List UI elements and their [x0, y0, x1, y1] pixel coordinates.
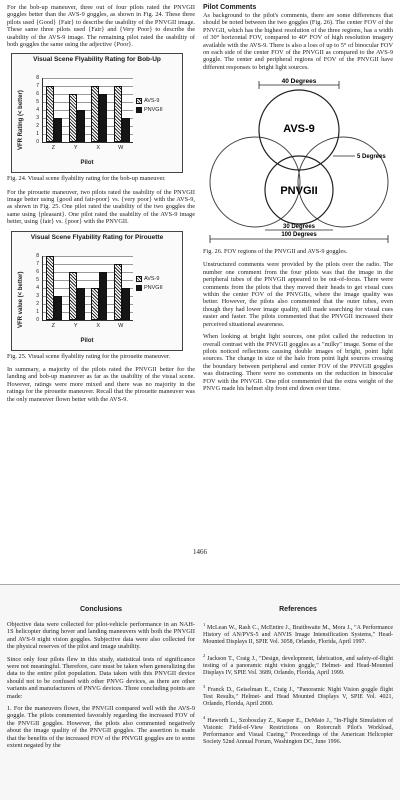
bar-pnvgii-z — [54, 296, 62, 320]
bar-avs9-y — [69, 94, 77, 142]
bar-pnvgii-z — [54, 118, 62, 142]
x-tick-label: Y — [73, 145, 78, 152]
bobup-chart — [11, 53, 183, 173]
bobup-paragraph: For the bob-up maneuver, three out of four pilots rated the PNVGII goggles better than the AVS-9 goggles, as shown in Fig. 24. These three pilots used {Good} {Fair} to describe the usability of the PNVGII image. These same three pilots used {Fair} and {Very Poor} to describe the usability of the AVS-9 image. The remaining pilot rated the usability of both goggles the same using the adjective {Poor}. — [7, 4, 195, 49]
y-tick-label: 4 — [36, 107, 39, 114]
conclusions-column — [7, 606, 195, 755]
fig24-caption: Fig. 24. Visual scene flyability rating for the bob-up maneuver. — [7, 175, 166, 183]
x-tick-label: W — [118, 322, 124, 329]
reference-text: McLean W., Rash C., McEntire J., Braithwaite M., Mora J., "A Performance History of AN/PVS-5 and ANVIS Image Intensification Systems," Head-Mounted Displays II, SPIE Vol. 3058, Orlando, Florida, April 1997. — [203, 625, 393, 645]
bar-pnvgii-y — [77, 110, 85, 142]
fov-label-30: 30 Degrees — [282, 224, 316, 231]
page-number: 1466 — [193, 548, 207, 556]
pirouette-chart — [11, 231, 183, 351]
grid-line — [43, 78, 133, 79]
right-peripheral-circle — [298, 137, 388, 227]
y-tick-label: 6 — [36, 91, 39, 98]
y-axis-label: VFR Rating (< better) — [18, 90, 24, 151]
bar-avs9-y — [69, 272, 77, 320]
left-peripheral-circle — [210, 137, 300, 227]
fov-label-100: 100 Degrees — [281, 232, 317, 239]
legend-swatch-pnvgii — [136, 107, 142, 113]
bar-pnvgii-y — [77, 288, 85, 320]
pilot-comments-paragraph-2: Unstructured comments were provided by the pilots over the radio. The number one comment from the four pilots was that the image in the peripheral tubes of the PNVGII appeared to be out-of-focus. There were comments from the pilots that they moved their heads to get visual cues within the center FOV of the PNVGIIs, where the image quality was better. However, the pilots also commented that the outer tubes, even though they had lower image quality, still made searching for visual cues easier and faster. The pilots commented that the PNVGII increased their perceived situational awareness. — [203, 261, 393, 328]
references-column — [203, 606, 393, 752]
x-tick-label: Z — [51, 322, 55, 329]
y-tick-label: 6 — [36, 268, 39, 275]
x-tick-label: Y — [73, 322, 78, 329]
plot-area — [42, 256, 133, 321]
reference-number: 2 — [203, 653, 206, 658]
references-heading: References — [279, 606, 317, 613]
fov-label-5: 5 Degrees — [357, 154, 386, 161]
x-tick-label: W — [118, 145, 124, 152]
fig26-caption: Fig. 26. FOV regions of the PNVGII and AVS-9 goggles. — [203, 248, 348, 256]
bar-avs9-w — [114, 86, 122, 142]
y-tick-label: 2 — [36, 123, 39, 130]
fov-label-avs9: AVS-9 — [283, 123, 315, 136]
fig25-caption: Fig. 25. Visual scene flyability rating for the pirouette maneuver. — [7, 352, 171, 360]
right-column — [203, 4, 393, 397]
pilot-comments-paragraph-1: As background to the pilot's comments, there are some differences that should be noted between the two goggles (Fig. 26). The center FOV of the PNVGII, which has the highest resolution of the three regions, has a width of 30° horizontal FOV, compared to 40° FOV of high resolution imagery available with the AVS-9. There is also a loss of up to 5° of binocular FOV on each side of the center FOV of the PNVGII as compared to the AVS-9 goggle. The center and peripheral regions of FOV of the PNVGII have different responses to bright light sources. — [203, 12, 393, 71]
chart-legend — [136, 276, 163, 294]
bar-avs9-x — [91, 288, 99, 320]
legend-label: AVS-9 — [144, 275, 160, 282]
reference-text: Jackson T., Craig J., "Design, development, fabrication, and safety-of-flight testing of a panoramic night vision goggle," Helmet- and Head-Mounted Displays IV, SPIE Vol. 3689, Orlando, Florida, April 1999. — [203, 656, 393, 676]
reference-number: 1 — [203, 622, 206, 627]
y-tick-label: 7 — [36, 83, 39, 90]
y-tick-label: 3 — [36, 115, 39, 122]
legend-swatch-avs9 — [136, 98, 142, 104]
plot-area — [42, 78, 133, 143]
legend-item-pnvgii — [136, 285, 163, 291]
x-axis-label: Pilot — [80, 160, 94, 167]
page-divider — [0, 584, 400, 585]
bar-pnvgii-w — [122, 118, 130, 142]
summary-paragraph: In summary, a majority of the pilots rated the PNVGII better for the landing and bob-up maneuver as far as the usability of the visual scene. However, ratings were more mixed and there was no majority in the ratings for the pirouette maneuver. Recall that the pirouette maneuver was the only maneuver flown better with the AVS-9. — [7, 365, 195, 403]
x-tick-label: X — [96, 322, 101, 329]
x-tick-label: Z — [51, 145, 55, 152]
conclusions-paragraph-2: Since only four pilots flew in this study, statistical tests of significance were not meaningful. Therefore, care must be taken when generalizing the data to the entire pilot population. Data taken with this PNVGII device should not to be confused with other PNVG devices, as there are other variants and manufacturers of PNVG devices. Three concluding points are made: — [7, 655, 195, 700]
legend-swatch-avs9 — [136, 276, 142, 282]
x-axis-label: Pilot — [80, 337, 94, 344]
conclusions-paragraph-3: 1. For the maneuvers flown, the PNVGII compared well with the AVS-9 goggle. The pilots commented favorably regarding the increased FOV of the PNVGII goggles. However, the pilots also commented negatively about the image quality of the PNVGII goggles. The assertion is made that the benefits of the increased FOV of the PNVGII goggles are to some extent negated by the — [7, 705, 195, 750]
reference-item — [203, 652, 393, 677]
bar-avs9-z — [46, 256, 54, 320]
legend-swatch-pnvgii — [136, 285, 142, 291]
reference-text: Haworth L., Szoboszlay Z., Kasper E., DeMaio J., "In-Flight Simulation of Visionic Field-of-View Restrictions on Rotorcraft Pilot's Workload, Performance and Visual Cueing," Proceedings of the American Helicopter Society 52nd Annual Forum, Washington DC, June 1996. — [203, 718, 394, 745]
reference-item — [203, 621, 393, 646]
fov-label-40: 40 Degrees — [281, 78, 317, 86]
y-tick-label: 8 — [36, 75, 39, 82]
legend-item-avs9 — [136, 276, 163, 282]
left-column — [7, 4, 195, 408]
fov-diagram — [203, 76, 393, 246]
pilot-comments-heading: Pilot Comments — [203, 4, 257, 11]
reference-number: 3 — [203, 684, 206, 689]
fov-diagram-svg — [203, 76, 393, 246]
reference-number: 4 — [203, 715, 206, 720]
reference-item — [203, 714, 393, 746]
y-tick-label: 1 — [36, 308, 39, 315]
conclusions-paragraph-1: Objective data were collected for pilot-vehicle performance in an NAH-1S helicopter during hover and landing maneuvers with both the PNVGII and AVS-9 night vision goggles. Subjective data were also collected for the physical reserves of the pilot and image usability. — [7, 621, 195, 651]
reference-text: Franck D., Geiselman E., Craig J., "Panoramic Night Vision goggle flight Test Results," Helmet- and Head Mounted Displays V, SPIE Vol. 4021, Orlando, Florida, April 2000. — [203, 687, 393, 707]
y-tick-label: 0 — [36, 316, 39, 323]
bar-avs9-w — [114, 264, 122, 320]
y-tick-label: 3 — [36, 292, 39, 299]
legend-item-avs9 — [136, 98, 163, 104]
y-tick-label: 7 — [36, 260, 39, 267]
chart-title: Visual Scene Flyability Rating for Bob-Up — [33, 56, 161, 64]
bar-avs9-x — [91, 86, 99, 142]
y-tick-label: 5 — [36, 276, 39, 283]
bar-pnvgii-w — [122, 288, 130, 320]
chart-legend — [136, 98, 163, 116]
fov-label-pnvgii: PNVGII — [280, 185, 318, 198]
y-tick-label: 0 — [36, 139, 39, 146]
y-tick-label: 5 — [36, 99, 39, 106]
bar-avs9-z — [46, 86, 54, 142]
x-tick-label: X — [96, 145, 101, 152]
y-tick-label: 8 — [36, 252, 39, 259]
legend-label: PNVGII — [144, 107, 163, 114]
pilot-comments-paragraph-3: When looking at bright light sources, one pilot called the reduction in overall contrast with the PNVGII goggles as a "milky" image. Some of the pilots noticed reflections causing double images of bright, point light sources. The change in size of the halo from point light sources crossing the boundary between peripheral and center FOV of the PNVGII goggles was distracting. There were no comments on the reduction in binocular FOV with the PNVGII. One pilot commented that the extra weight of the PNVG made his helmet slip front end down over time. — [203, 333, 393, 392]
reference-item — [203, 683, 393, 708]
conclusions-heading: Conclusions — [79, 606, 122, 613]
bar-pnvgii-x — [99, 94, 107, 142]
y-tick-label: 2 — [36, 300, 39, 307]
legend-item-pnvgii — [136, 107, 163, 113]
legend-label: AVS-9 — [144, 98, 160, 105]
pirouette-paragraph: For the pirouette maneuver, two pilots rated the usability of the PNVGII image better using {good and fair-poor} vs. {very poor} with the AVS-9, as shown in Fig. 25. One pilot rated the usability of the two goggles the same using {pleasant}. One pilot rated the usability of the AVS-9 image better, using {fair} vs. {poor} with the PNVGII. — [7, 188, 195, 226]
y-axis-label: VFR value (< better) — [18, 271, 24, 328]
chart-title: Visual Scene Flyability Rating for Pirouette — [30, 233, 164, 241]
y-tick-label: 4 — [36, 284, 39, 291]
grid-line — [43, 256, 133, 257]
legend-label: PNVGII — [144, 284, 163, 291]
paper-page-2 — [0, 584, 400, 800]
bar-pnvgii-x — [99, 272, 107, 320]
y-tick-label: 1 — [36, 131, 39, 138]
